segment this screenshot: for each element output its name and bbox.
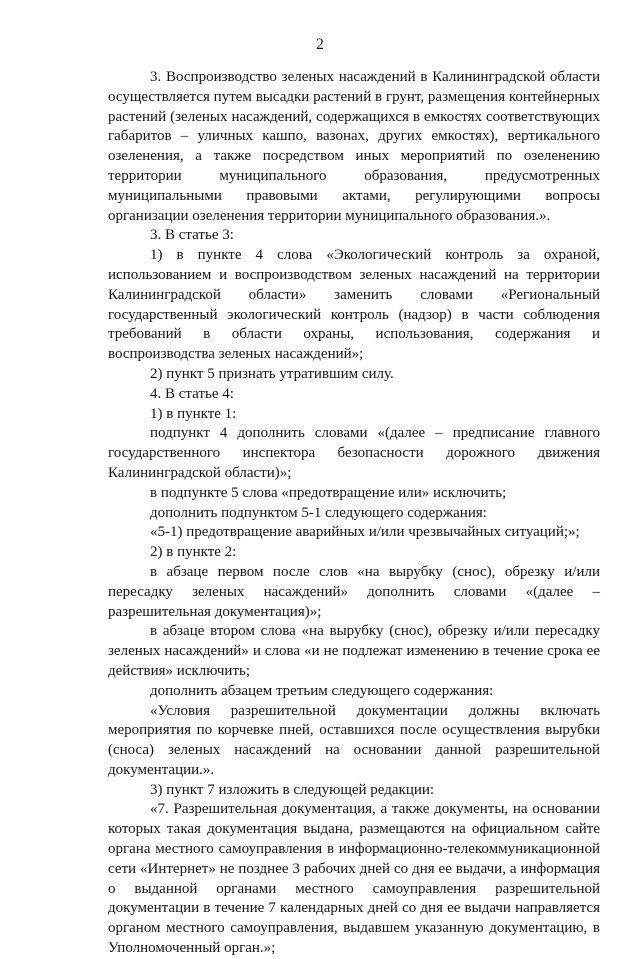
page-number: 2 <box>316 36 324 53</box>
paragraph: дополнить абзацем третьим следующего содержания: <box>150 682 494 699</box>
paragraph: в подпункте 5 слова «предотвращение или» исключить; <box>150 484 507 501</box>
paragraph: 2) пункт 5 признать утратившим силу. <box>150 365 394 382</box>
paragraph: подпункт 4 дополнить словами «(далее – предписание главного государственного инспектора безопасности дорожного движения <box>108 425 600 462</box>
paragraph: 4. В статье 4: <box>150 385 234 402</box>
paragraph: в абзаце первом после слов «на вырубку (снос), обрезку и/или пересадку зеленых насаждений» дополнить словами «(далее – разрешительная документация)»; <box>108 563 600 620</box>
paragraph: 3. Воспроизводство зеленых насаждений в Калининградской области осуществляется путем высадки растений в грунт, размещения контейнерных растений (зеленых насаждений, содержащихся в емкостях соответствующих габаритов – уличных кашпо, вазонах, других емкостях), вертикального озеленения, а также посредством иных мероприятий по озеленению территории муниципального образования, предусмотренных муниципальными правовыми актами, регулирующими вопросы организации озеленения территории муниципального образования.». <box>108 69 600 224</box>
paragraph: в абзаце втором слова «на вырубку (снос), обрезку и/или пересадку зеленых насаждений» и слова «и не подлежат изменению в течение срока ее действия» исключить; <box>108 623 600 679</box>
paragraph: «7. Разрешительная документация, а также документы, на основании которых такая документация выдана, размещаются на официальном сайте органа местного самоуправления в информационно-телекоммуникационной сети «Интернет» не позднее 3 рабочих дней со дня ее выдачи, а информация о выданной органами местного самоуправления разрешительной документации в течение 7 календарных дней со дня ее выдачи направляется органом местного самоуправления, выдавшем указанную документацию, в Уполномоченный орган.»; <box>108 801 600 957</box>
paragraph: 3. В статье 3: <box>150 227 234 244</box>
paragraph: 2) в пункте 2: <box>150 544 237 561</box>
paragraph: 3) пункт 7 изложить в следующей редакции: <box>150 781 435 798</box>
paragraph: «5-1) предотвращение аварийных и/или чрезвычайных ситуаций;»; <box>150 524 580 541</box>
paragraph: 1) в пункте 4 слова «Экологический контроль за охраной, использованием и воспроизводством зеленых насаждений на территории Калининградской области» заменить словами «Региональный государственный экологический контроль (надзор) в части соблюдения требований в области охраны, использования, содержания и воспроизводства зеленых насаждений»; <box>108 247 600 363</box>
paragraph: 1) в пункте 1: <box>150 405 237 422</box>
document-body <box>108 68 600 959</box>
paragraph: Калининградской области)»; <box>108 464 292 481</box>
paragraph: «Условия разрешительной документации должны включать мероприятия по корчевке пней, оставшихся после осуществления вырубки (сноса) зеленых насаждений на основании данной разрешительной документации.». <box>108 702 600 778</box>
paragraph: дополнить подпунктом 5-1 следующего содержания: <box>150 504 487 521</box>
